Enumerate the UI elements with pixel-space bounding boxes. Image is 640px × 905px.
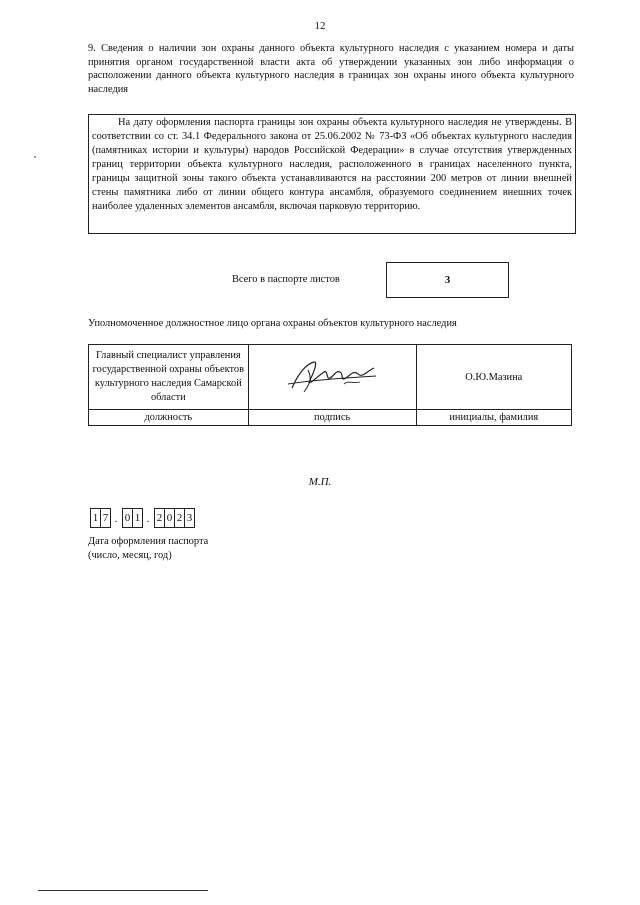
signature-cell — [248, 345, 416, 410]
sheets-count-value: 3 — [386, 262, 509, 298]
date-digit: 2 — [174, 508, 185, 528]
official-position: Главный специалист управления государственной охраны объектов культурного наследия Самарской области — [89, 345, 249, 410]
date-caption — [88, 535, 208, 563]
date-digit: 3 — [184, 508, 195, 528]
date-separator: . — [146, 513, 150, 525]
protection-zones-info-box — [88, 114, 576, 234]
date-year — [154, 508, 194, 528]
date-month — [122, 508, 142, 528]
protection-zones-text: На дату оформления паспорта границы зон охраны объекта культурного наследия не утверждены. В соответствии со ст. 34.1 Федерального закона от 25.06.2002 № 73-ФЗ «Об объектах культурного наследия (памятниках истории и культуры) народов Российской Федерации» в случае отсутствия утвержденных границ территории объекта культурного наследия, расположенного в границах населенного пункта, границы защитной зоны такого объекта устанавливаются на расстоянии 200 метров от линии внешней стены памятника либо от линии общего контура ансамбля, образуемого соединением внешних точек наиболее удаленных элементов ансамбля, включая парковую территорию. — [92, 117, 572, 212]
date-caption-line2: (число, месяц, год) — [88, 550, 172, 561]
date-digit: 0 — [122, 508, 133, 528]
caption-signature: подпись — [248, 410, 416, 426]
signature-table — [88, 344, 572, 426]
margin-mark — [34, 156, 36, 158]
caption-position: должность — [89, 410, 249, 426]
caption-name: инициалы, фамилия — [416, 410, 571, 426]
official-heading: Уполномоченное должностное лицо органа охраны объектов культурного наследия — [88, 318, 457, 329]
section-9-heading: 9. Сведения о наличии зон охраны данного объекта культурного наследия с указанием номера и даты принятия органом государственной власти акта об утверждении указанных зон либо информация о расположении данного объекта культурного наследия в границах зон охраны иного объекта культурного наследия — [88, 43, 574, 95]
official-name: О.Ю.Мазина — [416, 345, 571, 410]
page-number: 12 — [314, 20, 326, 32]
date-digit: 2 — [154, 508, 165, 528]
seal-mark: М.П. — [308, 476, 332, 488]
date-digit: 1 — [90, 508, 101, 528]
date-digit: 0 — [164, 508, 175, 528]
date-digit: 1 — [132, 508, 143, 528]
date-digit: 7 — [100, 508, 111, 528]
date-separator: . — [114, 513, 118, 525]
sheets-count-label: Всего в паспорте листов — [232, 274, 340, 285]
footnote-rule — [38, 890, 208, 891]
date-caption-line1: Дата оформления паспорта — [88, 536, 209, 547]
handwritten-signature — [284, 354, 380, 398]
date-day — [90, 508, 110, 528]
issue-date — [90, 506, 194, 528]
